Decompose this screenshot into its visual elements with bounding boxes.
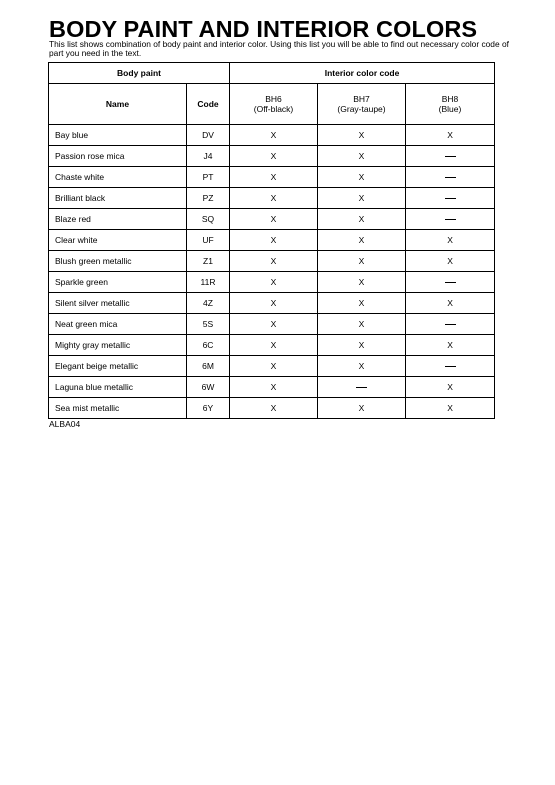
availability-cell: X [406, 377, 495, 398]
availability-cell: X [230, 272, 318, 293]
paint-code-cell: 11R [187, 272, 230, 293]
paint-name-cell: Mighty gray metallic [49, 335, 187, 356]
paint-code-cell: 6Y [187, 398, 230, 419]
interior-code: BH6 [265, 94, 282, 104]
availability-cell: X [318, 251, 406, 272]
paint-code-cell: PZ [187, 188, 230, 209]
paint-name-cell: Neat green mica [49, 314, 187, 335]
availability-cell [406, 272, 495, 293]
not-available-dash [445, 177, 456, 178]
availability-cell: X [318, 272, 406, 293]
paint-code-cell: 6C [187, 335, 230, 356]
availability-cell: X [230, 125, 318, 146]
table-row [49, 335, 495, 356]
not-available-dash [445, 324, 456, 325]
paint-code-cell: UF [187, 230, 230, 251]
availability-cell: X [230, 209, 318, 230]
interior-desc: (Blue) [438, 104, 462, 114]
paint-name-cell: Bay blue [49, 125, 187, 146]
paint-code-cell: 4Z [187, 293, 230, 314]
availability-cell: X [318, 335, 406, 356]
not-available-dash [445, 282, 456, 283]
intro-text: This list shows combination of body paint and interior color. Using this list you will be able to find out necessary color code of part you need in the text. [49, 39, 509, 59]
interior-code: BH7 [353, 94, 370, 104]
availability-cell [406, 209, 495, 230]
paint-name-cell: Sea mist metallic [49, 398, 187, 419]
not-available-dash [445, 219, 456, 220]
availability-cell: X [318, 167, 406, 188]
availability-cell: X [230, 377, 318, 398]
availability-cell: X [318, 209, 406, 230]
table-row [49, 251, 495, 272]
table-row [49, 293, 495, 314]
availability-cell: X [406, 293, 495, 314]
availability-cell: X [230, 398, 318, 419]
availability-cell: X [318, 356, 406, 377]
availability-cell: X [318, 188, 406, 209]
availability-cell: X [230, 188, 318, 209]
availability-cell: X [230, 146, 318, 167]
table-row [49, 188, 495, 209]
table-row [49, 314, 495, 335]
availability-cell: X [230, 230, 318, 251]
availability-cell: X [406, 335, 495, 356]
availability-cell: X [230, 167, 318, 188]
paint-code-cell: 6M [187, 356, 230, 377]
paint-name-cell: Clear white [49, 230, 187, 251]
availability-cell: X [406, 125, 495, 146]
availability-cell: X [230, 356, 318, 377]
interior-code: BH8 [441, 94, 459, 104]
figure-code: ALBA04 [49, 419, 81, 429]
code-column-header: Code [187, 84, 230, 125]
interior-color-header: Interior color code [230, 63, 495, 84]
table-row [49, 398, 495, 419]
paint-code-cell: 5S [187, 314, 230, 335]
table-group-header-row [49, 63, 495, 84]
not-available-dash [445, 366, 456, 367]
paint-name-cell: Elegant beige metallic [49, 356, 187, 377]
interior-desc: (Gray-taupe) [337, 104, 386, 114]
availability-cell: X [318, 125, 406, 146]
availability-cell: X [230, 314, 318, 335]
table-row [49, 356, 495, 377]
table-row [49, 146, 495, 167]
paint-code-cell: 6W [187, 377, 230, 398]
table-body [49, 125, 495, 419]
availability-cell [406, 146, 495, 167]
name-column-header: Name [49, 84, 187, 125]
paint-name-cell: Passion rose mica [49, 146, 187, 167]
table-row [49, 209, 495, 230]
not-available-dash [445, 156, 456, 157]
availability-cell: X [230, 293, 318, 314]
paint-code-cell: PT [187, 167, 230, 188]
availability-cell [406, 314, 495, 335]
not-available-dash [445, 198, 456, 199]
paint-name-cell: Silent silver metallic [49, 293, 187, 314]
availability-cell [406, 356, 495, 377]
availability-cell: X [318, 293, 406, 314]
availability-cell: X [318, 230, 406, 251]
paint-name-cell: Laguna blue metallic [49, 377, 187, 398]
interior-desc: (Off-black) [253, 104, 294, 114]
interior-column-header [406, 84, 495, 125]
availability-cell [406, 188, 495, 209]
availability-cell: X [406, 251, 495, 272]
interior-column-header [318, 84, 406, 125]
paint-name-cell: Chaste white [49, 167, 187, 188]
paint-code-cell: Z1 [187, 251, 230, 272]
paint-name-cell: Brilliant black [49, 188, 187, 209]
paint-code-cell: DV [187, 125, 230, 146]
availability-cell: X [406, 230, 495, 251]
availability-cell: X [318, 146, 406, 167]
availability-cell: X [318, 314, 406, 335]
table-row [49, 230, 495, 251]
table-column-header-row [49, 84, 495, 125]
availability-cell: X [230, 335, 318, 356]
paint-name-cell: Sparkle green [49, 272, 187, 293]
availability-cell: X [406, 398, 495, 419]
interior-column-header [230, 84, 318, 125]
body-paint-header: Body paint [49, 63, 230, 84]
page-title: BODY PAINT AND INTERIOR COLORS [49, 16, 478, 42]
table-row [49, 125, 495, 146]
paint-name-cell: Blaze red [49, 209, 187, 230]
paint-code-cell: SQ [187, 209, 230, 230]
availability-cell [318, 377, 406, 398]
availability-cell: X [230, 251, 318, 272]
availability-cell [406, 167, 495, 188]
color-table [48, 62, 495, 419]
not-available-dash [356, 387, 367, 388]
table-row [49, 272, 495, 293]
table-row [49, 377, 495, 398]
table-row [49, 167, 495, 188]
availability-cell: X [318, 398, 406, 419]
paint-name-cell: Blush green metallic [49, 251, 187, 272]
paint-code-cell: J4 [187, 146, 230, 167]
